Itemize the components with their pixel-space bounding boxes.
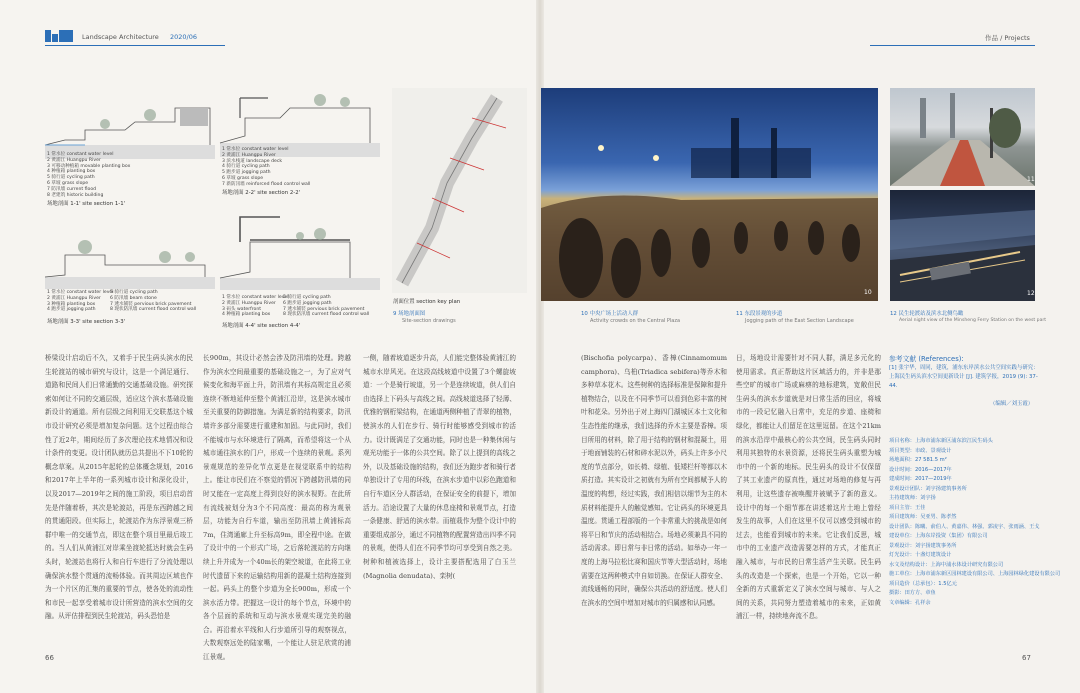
body-text-column-2: 长900m，其设计必然会涉及防汛墙的处理。跨越作为滨水空间最重要的基础设施之一，为了应对气候变化和海平面上升，防汛墙有其标高规定且必须连续不断地延伸至整个黄浦江沿岸，这是滨水城市至关重要的防御措施。为满足新的结构要求，防汛墙许多部分需要进行重建和加固。与此同时，我们不能城市与水环境进行了隔离，而希望将这一个从城市通往滨水的门户，形成一个连续的景观。系列景观规范的差异化节点更是在视觉联系中的结构上。能让市民们在不察觉的情况下跨越防汛墙的同时又能在一定高度上得到良好的滨水视野。在此所有流线被划分为3个不同高度：最高的称为观景层，功能为自行车道，输出至防汛墙上黄浦标高7m，住湾通廊上升至标高9m，即全程中途。在做了设计中的一个形式广场，之后落轮渡站的方向继续上升并成为一个40m长的架空坡道，在此将工业时代遗留下来的运输结构用新的混凝土结构连接到一起。码头上的整个步道为全长900m，形成一个滨水活力带。把握这一设计的每个节点，环境中的各个层面的系统和互动与滨水景观实现完美的融合。再沿着水平线和人行步道所引导的观察视点，大数观察远处的陆家嘴，一个能让人驻足欣赏的浦江景观。 — [203, 354, 351, 662]
reference-item: [1] 张宇华，周同，建筑，浦东东岸滨水公共空间实践与研究：上海民生码头滨水空间更新设计 [J]. 建筑学报，2019 (9): 37-44. — [889, 365, 1039, 389]
editor-note: （编辑／刘玉霞） — [990, 401, 1034, 407]
section-1-legend: 1 常水位 constant water level 2 黄浦江 Huangpu River 3 可移动种植箱 movable planting box 4 种植箱 planting box 5 骑行道 cycling path 6 草坡 grass slope 7 防汛墙 current flood 8 老建筑 historic building — [47, 152, 131, 198]
section-3-caption: 场地剖面 3-3' site section 3-3' — [47, 319, 126, 325]
section-3-legend: 1 常水位 constant water level 2 黄浦江 Huangpu River 3 种植箱 planting box 4 跑步道 jogging path — [47, 290, 114, 313]
photo-central-plaza-crowds — [541, 88, 878, 301]
journal-name: Landscape Architecture — [82, 33, 159, 41]
figure-11-caption: 11 东段景观的步道 — [736, 311, 783, 317]
section-drawing-3 — [45, 235, 215, 290]
figure-10-caption: 10 中央广场上活动人群 — [581, 311, 639, 317]
photo-12-number: 12 — [1027, 290, 1035, 297]
figure-11-caption-en: Jogging path of the East Section Landscape — [745, 318, 854, 324]
photo-ferry-station-aerial — [890, 190, 1035, 301]
section-key-plan — [392, 88, 527, 293]
section-drawing-1 — [45, 100, 215, 160]
figure-9-caption: 9 场地剖面图 — [393, 311, 426, 317]
page-number-left: 66 — [45, 654, 54, 662]
references-title: 参考文献 (References): — [889, 355, 964, 363]
section-2-caption: 场地剖面 2-2' site section 2-2' — [222, 190, 301, 196]
section-4-caption: 场地剖面 4-4' site section 4-4' — [222, 323, 301, 329]
figure-9-caption-en: Site-section drawings — [402, 318, 456, 324]
figure-10-caption-en: Activity crowds on the Central Plaza — [590, 318, 681, 324]
figure-12-caption: 12 民生轮渡站及滨水北侧鸟瞰 — [890, 311, 964, 317]
section-2-legend: 1 常水位 constant water level 2 黄浦江 Huangpu River 3 滨水栈道 landscape deck 4 骑行道 cycling path 5 跑步道 jogging path 6 草坡 grass slope 7 新防汛墙 reinforced flood control wall — [222, 147, 311, 187]
journal-issue: 2020/06 — [170, 33, 198, 41]
key-plan-caption: 剖面位置 section key plan — [393, 299, 461, 305]
page-number-right: 67 — [1022, 654, 1031, 662]
photo-east-section-jogging-path — [890, 88, 1035, 186]
section-label: 作品 / Projects — [985, 34, 1030, 42]
section-4-legend: 1 常水位 constant water level 2 黄浦江 Huangpu River 3 码头 waterfront 4 种植箱 planting box — [222, 295, 289, 318]
photo-11-number: 11 — [1027, 176, 1035, 183]
header-rule-right — [870, 45, 1035, 46]
journal-logo — [45, 30, 77, 42]
project-info: 项目名称：上海市浦东新区浦东滨江民生码头 项目类型：市政、景观设计 场地面积：27 581.5 m² 设计时间：2016—2017年 建成时间：2017—2019年 景观设计团队：刘宇扬建筑事务所 主持建筑师：刘宇扬 项目主管：王佳 项目建筑师：吴亚男、陈孝然 设计团队：陈曦、俞伯人、黄嘉伟、林强、郭凌宇、张雨涵、王戈 建设单位：上海东岸投资（集团）有限公司 景观设计：刘宇扬建筑事务所 灯光设计：十盏灯建筑设计 水文及结构设计：上海中浦水体设计研究有限公司 施工单位：上海市浦东新区园林建设有限公司、上海园林绿化建设有限公司 项目造价（总承包）：1.5亿元 摄影：田方方、章鱼 文章编辑：孔祥余 — [889, 438, 1061, 606]
section-3-legend-b: 5 骑行道 cycling path 6 防汛墙 beam stone 7 透水铺装 pervious brick pavement 8 现状防汛墙 current flood control wall — [110, 290, 197, 313]
body-text-column-3: 一侧，随着坡道逐步升高，人们能完整体验黄浦江的城市水岸风光。在这段高线坡道中设置了3个螺旋坡道：一个是骑行坡道，另一个是连续坡道，供人们自由选择上下码头与高线之间。高线坡道选择了轻薄、优雅的钢桁梁结构，在通道两侧种植了青翠的植物，使滨水的人们在步行、骑行时能够感受到城市的活力。设计既满足了交通功能，同时也是一种集休闲与观光功能于一体的公共空间。除了以上提到的高线之外，以及基础设施的结构，我们还为跑步者和骑行者单独设计了专用的环线，在滨水步道中以彩色跑道和自行车道区分人群活动，在保证安全的前提下，增加活力。沿途设置了大量的休息座椅和景观节点，打造一条健康、舒适的滨水带。而植栽作为整个设计中的重要组成部分，通过不同植物的配置营造出四季不同的景观，使得人们在不同季节均可享受到自然之美。树种和植被选择上，设计主要搭配选用了白玉兰(Magnolia denudata)、栾树( — [363, 354, 516, 580]
photo-10-number: 10 — [864, 289, 872, 296]
body-text-column-1: 桥梁设计启动后不久，又着手于民生码头滨水的民生轮渡站的城市研究与设计，这是一个满足通行、道路和民间人们日常通勤的交通基础设施。研究探索如何让不同的交通层级，适应这个滨水基础设施新设计的通道。所有层级之间利用无交联基这个城市设计研究必须是增加复杂问题。这个过程由综合性了近2年，期间经历了多次理论技术地情况和设计条件的变更。设计团队就历总共提出不下10轮的概念草案。从2015年起轮的总体概念规划，2016和2017年上半年的一系列城市设计和深化设计，以及2017—2019年之间的施工阶段，项目启动首先是伴随着桥，其次是轮渡站，再是东西跨越之间的贯通阳段。但实际上，轮渡站作为东浮景观三桥群中唯一的交通节点，即这在整个项目里最后竣工的。当人们从黄浦江对岸乘坐渡轮抵达时就会生码头时，轮渡站也将行人和自行车进行了分流处理以确保滨水整个贯通的流畅体验。而其周边区域也作为一个片区的汇集的重要的节点，使各处的流动性和市民一起享受着城市设计所营造的滨水空间的交融。从评估排程到民生轮渡站，码头恐怕是 — [45, 354, 193, 621]
section-4-legend-b: 5 骑行道 cycling path 6 跑步道 jogging path 7 透水铺装 pervious brick pavement 8 现状防汛墙 current flood control wall — [283, 295, 370, 318]
body-text-column-4: (Bischofia polycarpa)、香樟(Cinnamomum camphora)、乌桕(Triadica sebifera)等乔木和多种草本花木。这些树种的选择标准是保障和提升植物结合，以及在不同季节可以看到色彩丰富的树叶和花朵。另外出于对上海四门湖城区本土文化和生态性能的继承，我们选择的乔木主要是香樟。项目所用的材料，除了用于结构的钢材和混凝土，用于地面铺装的石材和碎水泥以外，码头上许多小尺度的节点部分，如长椅、绿植、低矮栏杆等都以木质打造。其实设计之初就有为所有空间都赋予人的温度的构想，经过实践，我们相信以细节为主的木质材料能提升人的触觉感知。它让码头的环境更具温度。贯通工程部版的一个非常重大的挑战是如何将平日和节庆的活动相结合。场地必须兼具不同的活动需求。即日常与非日常的活动。如举办一年一度的上海马拉松比赛和国庆节等大型活动时，场地需要在这两种模式中自如切换。在保证人群安全、流线通畅的同时，确保公共活动的舒适度。使人们在滨水的空间中增加对城市的归属感和认同感。 — [581, 354, 727, 607]
section-1-caption: 场地剖面 1-1' site section 1-1' — [47, 201, 126, 207]
section-drawing-4 — [220, 212, 380, 292]
figure-12-caption-en: Aerial night view of the Minsheng Ferry Station on the west part — [899, 318, 1047, 323]
header-rule-left — [45, 45, 225, 46]
body-text-column-5: 日，场地设计需要针对不同人群，满足多元化的使用需求。真正帮助这片区域活力的，并非是那些空旷的城市广场或麻痹的地标建筑，宽敞但民生码头的滨水步道就是对日常生活的回应，将城市的一段记忆融入日常中，充足的步道、座椅和绿化，都能让人们留足在这里逗留。在这个21km的滨水沿岸中最核心的公共空间，民生码头同时利用其独特的水景资源，还将民生码头重塑为城市中的一个新的地标。民生码头的设计不仅保留了其工业遗产的原真性，通过对场地的修复与再利用，让这些遗存被唤醒并被赋予了新的意义。设计中的每一个细节都在讲述着这片土地上曾经发生的故事，人们在这里不仅可以感受到城市的过去，也能看到城市的未来。它让我们反思，城市中的工业遗产改造需要怎样的方式，才能真正融入城市，与市民的日常生活产生关联。民生码头的改造是一个探索，也是一个开始，它以一种全新的方式重新定义了滨水空间与城市、与人之间的关系，共同努力塑造着城市的未来，正如黄浦江一样，持续地奔流不息。 — [736, 354, 881, 621]
